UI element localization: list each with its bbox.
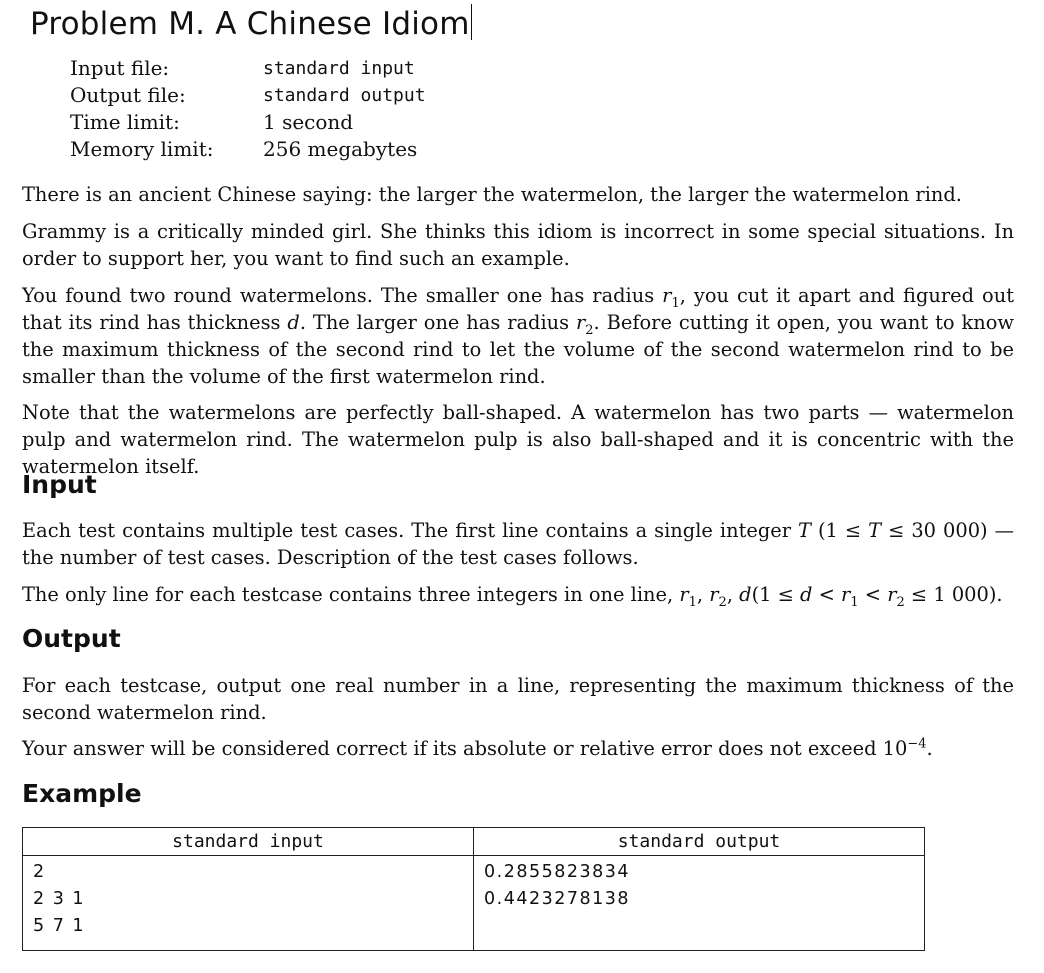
statement-paragraph-3: You found two round watermelons. The smaller one has radius $r_1$, you cut it apart and figured out that its rind has thickness d. The larger one has radius $r_2$. Before cutting it open, you want to know the maximum thickness of the second rind to let the volume of the second watermelon rind to be smaller than the volume of the first watermelon rind. xyxy=(22,284,1014,388)
example-table xyxy=(22,827,925,951)
statement-paragraph-1: There is an ancient Chinese saying: the larger the watermelon, the larger the watermelon rind. xyxy=(22,183,962,206)
limit-row xyxy=(70,136,426,163)
example-data-row xyxy=(23,856,925,951)
example-output-line: 0.4423278138 xyxy=(484,889,631,909)
statement-paragraph-4: Note that the watermelons are perfectly ball-shaped. A watermelon has two parts — watermelon pulp and watermelon rind. The watermelon pulp is also ball-shaped and it is concentric with the watermelon itself. xyxy=(22,401,1014,478)
example-input-line: 2 3 1 xyxy=(33,889,86,909)
statement-paragraph-2: Grammy is a critically minded girl. She thinks this idiom is incorrect in some special situations. In order to support her, you want to find such an example. xyxy=(22,220,1014,270)
example-heading: Example xyxy=(22,779,142,808)
limit-label: Output file: xyxy=(70,83,186,107)
text-cursor xyxy=(471,4,472,40)
problem-title: Problem M. A Chinese Idiom xyxy=(30,6,470,42)
limit-row xyxy=(70,109,426,136)
example-input-header: standard input xyxy=(23,828,474,856)
example-output-cell xyxy=(474,856,925,951)
limit-label: Memory limit: xyxy=(70,137,214,161)
limit-value: standard input xyxy=(263,58,415,79)
output-paragraph-2: Your answer will be considered correct if its absolute or relative error does not exceed $10^{-4}$. xyxy=(22,736,933,760)
limits-table xyxy=(70,55,426,163)
output-paragraph-1: For each testcase, output one real number in a line, representing the maximum thickness of the second watermelon rind. xyxy=(22,674,1014,724)
example-output-header: standard output xyxy=(474,828,925,856)
example-output-line: 0.2855823834 xyxy=(484,862,631,882)
input-paragraph-1: Each test contains multiple test cases. The first line contains a single integer T (1 ≤ T ≤ 30 000) — the number of test cases. Description of the test cases follows. xyxy=(22,519,1015,569)
example-header-row xyxy=(23,828,925,856)
limit-label: Time limit: xyxy=(70,110,180,134)
example-input-cell xyxy=(23,856,474,951)
limit-value: 1 second xyxy=(263,110,354,134)
limit-row xyxy=(70,82,426,109)
limit-value: 256 megabytes xyxy=(263,137,418,161)
limit-row xyxy=(70,55,426,82)
limit-label: Input file: xyxy=(70,56,170,80)
input-heading: Input xyxy=(22,470,97,499)
example-input-line: 5 7 1 xyxy=(33,916,86,936)
output-heading: Output xyxy=(22,624,121,653)
limit-value: standard output xyxy=(263,85,426,106)
input-paragraph-2: The only line for each testcase contains three integers in one line, $r_1$, $r_2$, $d(1 \le d < r_1 < r_2 \le 1$ 000). xyxy=(22,583,1003,610)
example-input-line: 2 xyxy=(33,862,46,882)
